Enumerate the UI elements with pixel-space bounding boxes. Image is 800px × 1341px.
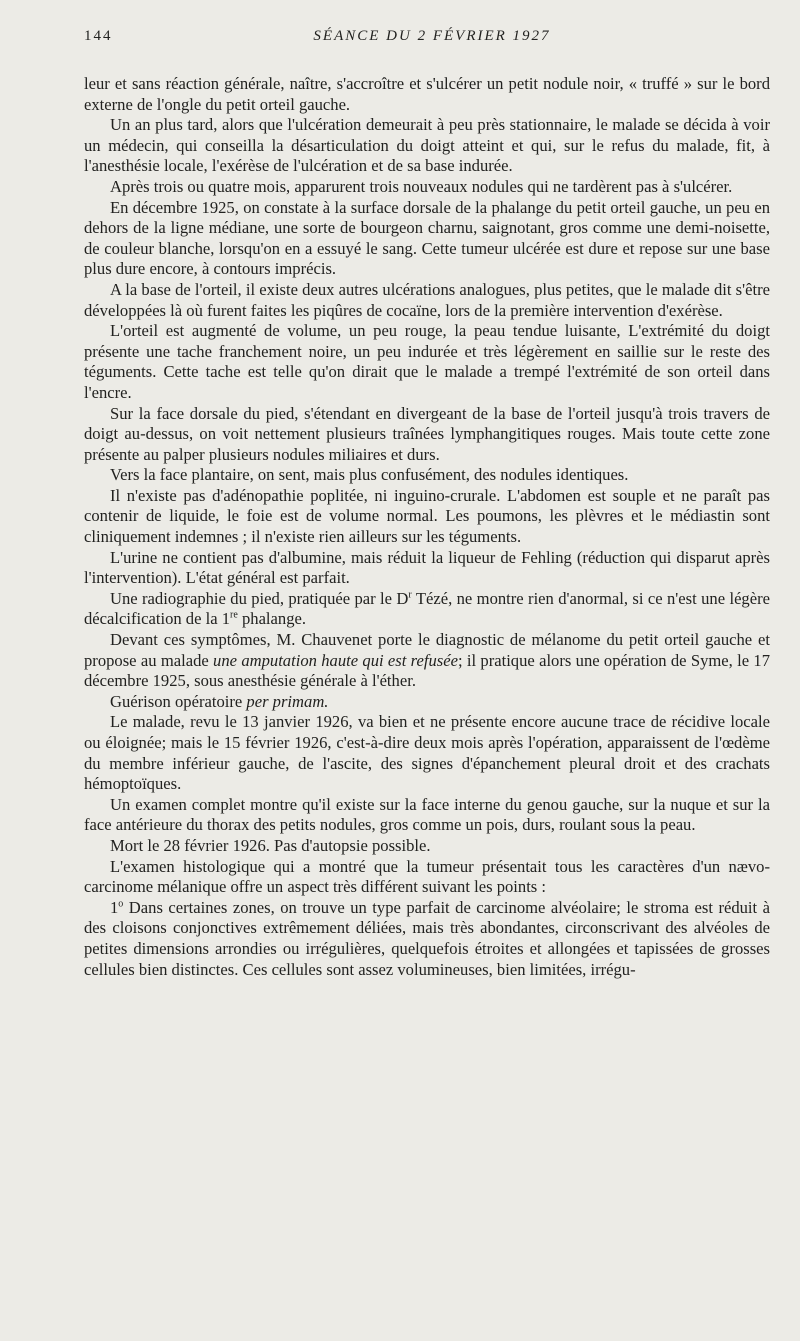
paragraph: En décembre 1925, on constate à la surface dorsale de la phalange du petit orteil gauche, un peu en dehors de la ligne médiane, une sorte de bourgeon charnu, saignotant, gros comme une demi-noisette, de couleur blanche, lorsqu'on en a essuyé le sang. Cette tumeur ulcérée est dure et repose sur une base plus dure encore, à contours imprécis.	[84, 197, 770, 279]
paragraph: Un examen complet montre qu'il existe sur la face interne du genou gauche, sur la nuque et sur la face antérieure du thorax des petits nodules, gros comme un pois, durs, roulant sous la peau.	[84, 794, 770, 835]
paragraph: Le malade, revu le 13 janvier 1926, va bien et ne présente encore aucune trace de récidive locale ou éloignée; mais le 15 février 1926, c'est-à-dire deux mois après l'opération, apparaissent de l'œdème du membre inférieur gauche, de l'ascite, des signes d'épanchement pleural droit et des crachats hémoptoïques.	[84, 712, 770, 794]
paragraph-point-1	[84, 898, 770, 980]
article-body	[84, 74, 770, 980]
paragraph: L'examen histologique qui a montré que la tumeur présentait tous les caractères d'un nævo-carcinome mélanique offre un aspect très différent suivant les points :	[84, 856, 770, 897]
superscript: o	[118, 898, 124, 910]
superscript: re	[230, 609, 238, 621]
paragraph: Mort le 28 février 1926. Pas d'autopsie possible.	[110, 835, 431, 855]
paragraph-radiography	[84, 589, 770, 630]
paragraph-diagnosis	[84, 630, 770, 692]
page-number: 144	[84, 28, 113, 44]
italic-run: une amputation haute qui est refusée	[213, 650, 458, 670]
running-title: SÉANCE DU 2 FÉVRIER 1927	[313, 28, 551, 44]
paragraph: Sur la face dorsale du pied, s'étendant en divergeant de la base de l'orteil jusqu'à trois travers de doigt au-dessus, on voit nettement plusieurs traînées lymphangitiques rouges. Mais toute cette zone présente au palper plusieurs nodules miliaires et durs.	[84, 403, 770, 464]
running-head	[84, 26, 770, 60]
paragraph: L'urine ne contient pas d'albumine, mais réduit la liqueur de Fehling (réduction qui disparut après l'intervention). L'état général est parfait.	[84, 547, 770, 588]
paragraph: Après trois ou quatre mois, apparurent trois nouveaux nodules qui ne tardèrent pas à s'ulcérer.	[110, 176, 733, 196]
paragraph: L'orteil est augmenté de volume, un peu rouge, la peau tendue luisante, L'extrémité du doigt présente une tache franchement noire, un peu indurée et très légèrement en saillie sur le reste des téguments. Cette tache est telle qu'on dirait que le malade a trempé l'extrémité de son orteil dans l'encre.	[84, 321, 770, 402]
text-run: Devant ces symptômes, M. Chauvenet porte le diagnostic de mélanome du petit orteil gauche et propose au malade	[84, 630, 770, 670]
text-run: Tézé, ne montre rien d'anormal, si ce n'est une légère décalcification de la 1	[84, 588, 770, 629]
paragraph: A la base de l'orteil, il existe deux autres ulcérations analogues, plus petites, que le malade dit s'être développées là où furent faites les piqûres de cocaïne, lors de la première intervention d'exérèse.	[84, 279, 770, 320]
paragraph: leur et sans réaction générale, naître, s'accroître et s'ulcérer un petit nodule noir, « truffé » sur le bord externe de l'ongle du petit orteil gauche.	[84, 74, 770, 114]
italic-run: per primam.	[246, 691, 329, 711]
paragraph: Vers la face plantaire, on sent, mais plus confusément, des nodules identiques.	[110, 465, 629, 485]
text-run: Une radiographie du pied, pratiquée par le D	[110, 588, 409, 608]
point-number: 1	[110, 897, 119, 917]
paragraph: Un an plus tard, alors que l'ulcération demeurait à peu près stationnaire, le malade se décida à voir un médecin, qui conseilla la désarticulation du doigt atteint et qui, sur le refus du malade, fit, à l'anesthésie locale, l'exérèse de l'ulcération et de sa base indurée.	[84, 115, 770, 176]
text-run: Guérison opératoire	[110, 691, 243, 711]
paragraph-healing	[84, 692, 770, 713]
text-run: phalange.	[237, 609, 307, 629]
paragraph: Il n'existe pas d'adénopathie poplitée, ni inguino-crurale. L'abdomen est souple et ne paraît pas contenir de liquide, le foie est de volume normal. Les poumons, les plèvres et le médiastin sont cliniquement indemnes ; il n'existe rien ailleurs sur les téguments.	[84, 485, 770, 547]
text-run: ; il pratique alors une opération de Syme, le 17 décembre 1925, sous anesthésie générale à l'éther.	[84, 650, 770, 691]
text-run: Dans certaines zones, on trouve un type parfait de carcinome alvéolaire; le stroma est réduit à des cloisons conjonctives extrêmement déliées, mais très abondantes, circonscrivant des alvéoles de petites dimensions arrondies ou irrégulières, quelquefois étroites et allongées et tapissées de grosses cellules bien distinctes. Ces cellules sont assez volumineuses, bien limitées, irrégu-	[84, 897, 770, 979]
superscript: r	[408, 589, 412, 601]
